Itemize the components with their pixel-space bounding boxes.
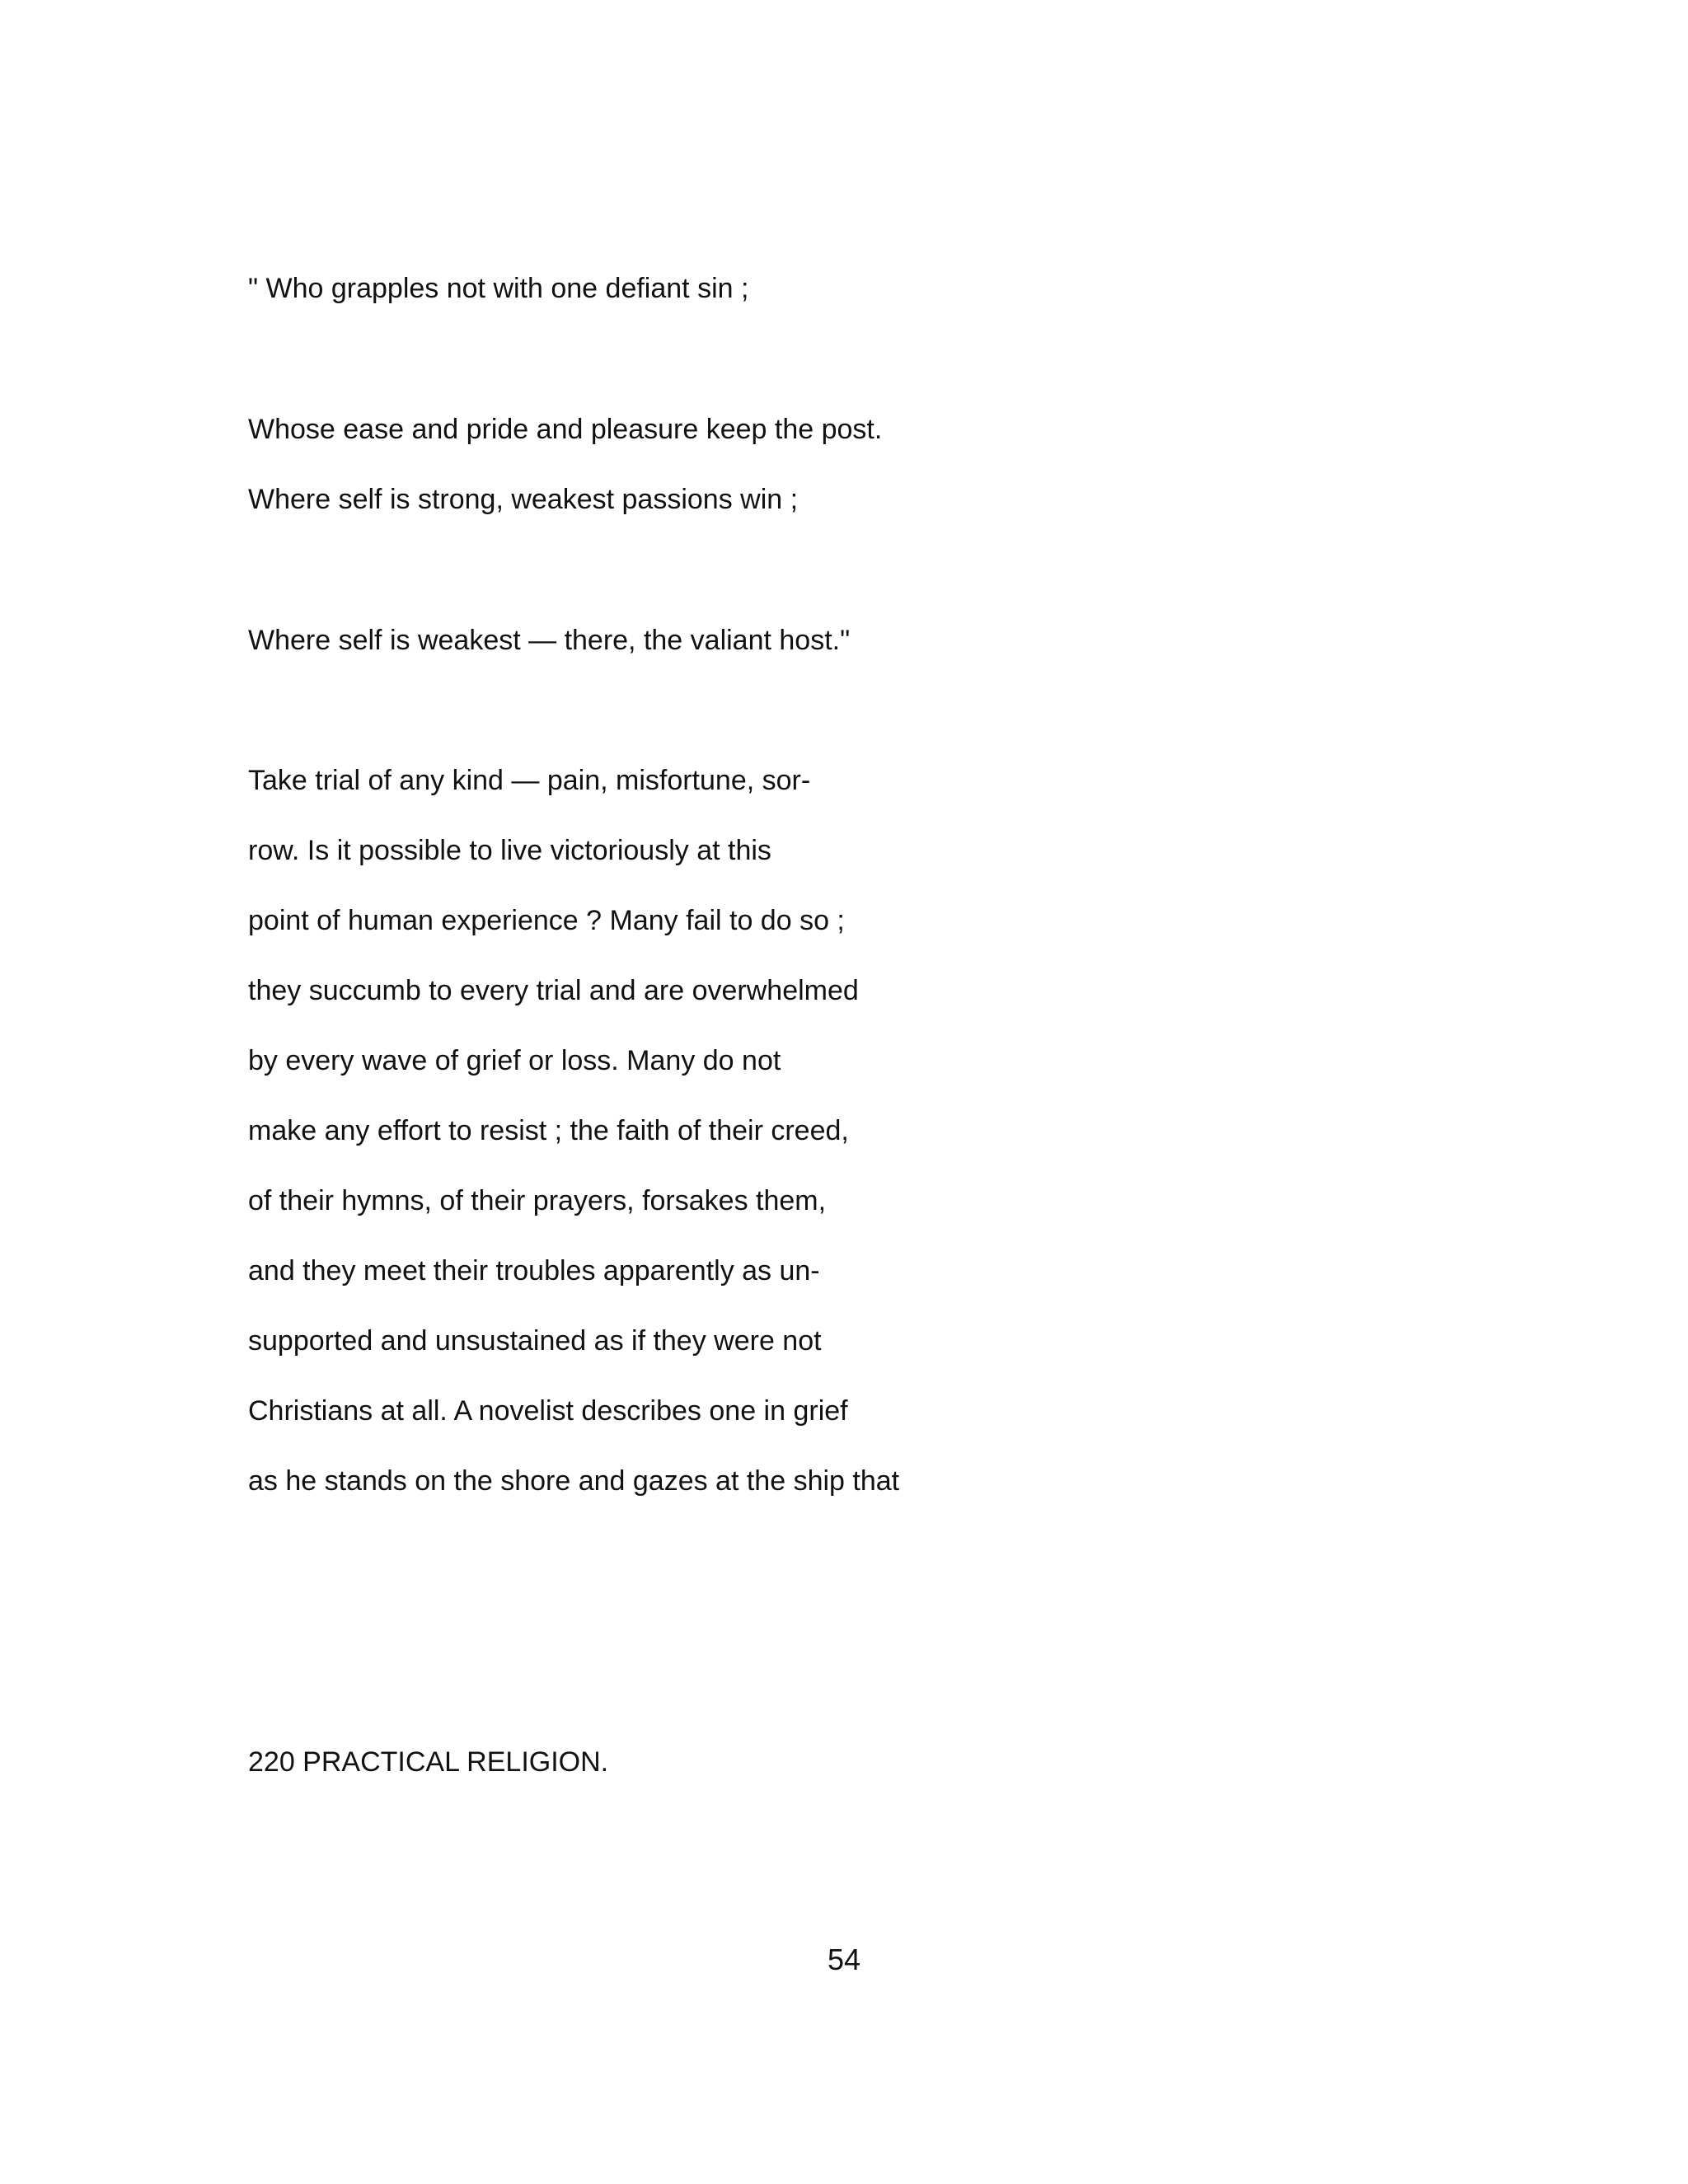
paragraph-line: and they meet their troubles apparently as un- xyxy=(248,1255,820,1286)
paragraph-line: row. Is it possible to live victoriously at this xyxy=(248,835,771,866)
poem-line: Where self is strong, weakest passions win ; xyxy=(248,484,799,515)
running-head: 220 PRACTICAL RELIGION. xyxy=(248,1746,609,1778)
paragraph-line: as he stands on the shore and gazes at the ship that xyxy=(248,1465,900,1497)
paragraph-line: by every wave of grief or loss. Many do not xyxy=(248,1045,781,1076)
poem-line: Where self is weakest — there, the valiant host." xyxy=(248,625,851,656)
paragraph-line: they succumb to every trial and are overwhelmed xyxy=(248,975,859,1006)
paragraph-line: Christians at all. A novelist describes one in grief xyxy=(248,1395,848,1427)
paragraph-line: point of human experience ? Many fail to do so ; xyxy=(248,905,845,936)
paragraph-line: supported and unsustained as if they were not xyxy=(248,1325,822,1357)
paragraph-line: Take trial of any kind — pain, misfortune, sor- xyxy=(248,765,811,796)
paragraph-line: of their hymns, of their prayers, forsakes them, xyxy=(248,1185,827,1216)
poem-line: Whose ease and pride and pleasure keep the post. xyxy=(248,414,883,445)
page-number: 54 xyxy=(827,1943,861,1976)
paragraph-line: make any effort to resist ; the faith of their creed, xyxy=(248,1115,849,1146)
poem-line: " Who grapples not with one defiant sin ; xyxy=(248,273,749,304)
